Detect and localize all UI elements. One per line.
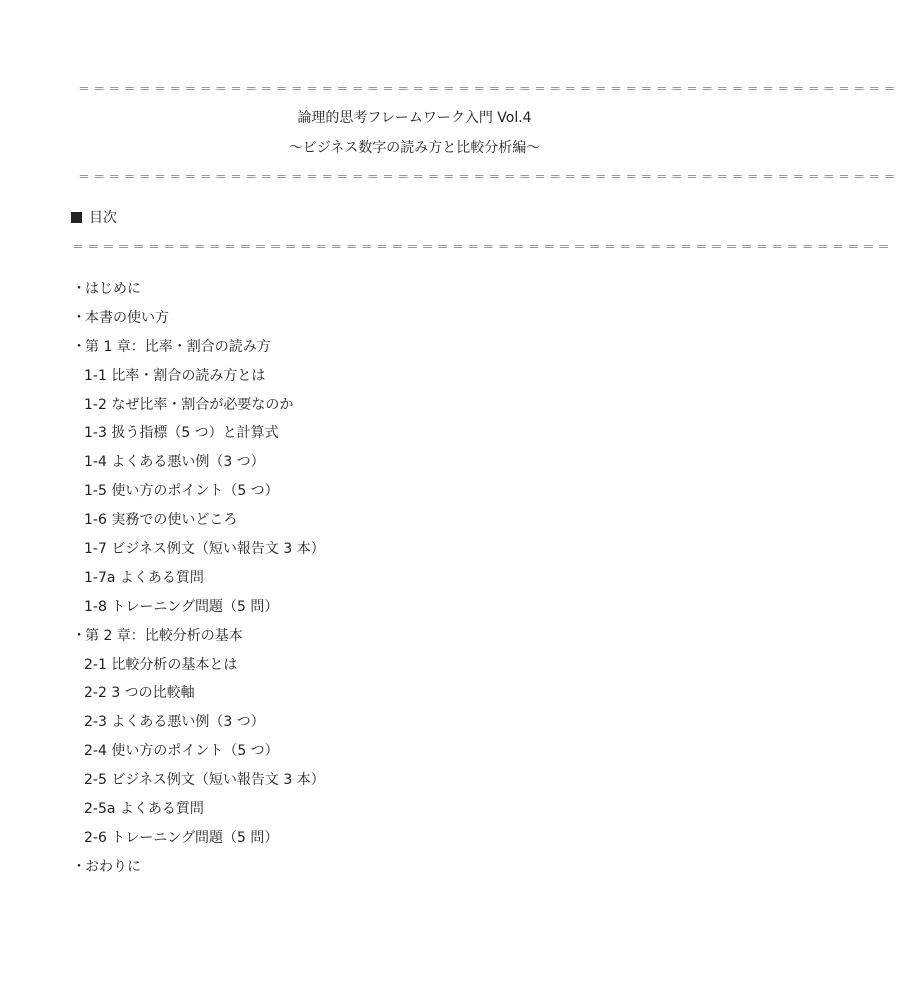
toc-subitem bbox=[72, 424, 325, 453]
toc-item-text: 第 1 章：比率・割合の読み方 bbox=[85, 338, 271, 355]
toc-subitem bbox=[72, 656, 325, 685]
toc-bullet: ・ bbox=[72, 627, 86, 644]
toc-item-text: 1-6 実務での使いどころ bbox=[84, 512, 238, 529]
toc-item-text: 1-1 比率・割合の読み方とは bbox=[84, 367, 266, 384]
toc-item-text: 1-4 よくある悪い例（3 つ） bbox=[84, 454, 265, 471]
toc-bullet: ・ bbox=[72, 338, 86, 355]
toc-subitem bbox=[72, 800, 325, 829]
toc-item-text: はじめに bbox=[85, 281, 141, 297]
toc-item-text: 2-1 比較分析の基本とは bbox=[84, 656, 238, 673]
toc-item-text: 1-3 扱う指標（5 つ）と計算式 bbox=[84, 425, 279, 442]
black-square-icon bbox=[71, 212, 82, 223]
toc-item-text: 1-2 なぜ比率・割合が必要なのか bbox=[84, 396, 294, 413]
bottom-divider: ＝＝＝＝＝＝＝＝＝＝＝＝＝＝＝＝＝＝＝＝＝＝＝＝＝＝＝＝＝＝＝＝＝＝＝＝＝＝＝＝＝＝＝＝＝＝＝＝＝＝＝＝＝＝ bbox=[78, 170, 899, 184]
toc-bullet: ・ bbox=[72, 309, 86, 326]
toc-item-text: 2-5a よくある質問 bbox=[84, 801, 204, 818]
toc-item-text: 2-4 使い方のポイント（5 つ） bbox=[84, 743, 279, 760]
toc-heading-label: 目次 bbox=[89, 210, 117, 226]
toc-divider: ＝＝＝＝＝＝＝＝＝＝＝＝＝＝＝＝＝＝＝＝＝＝＝＝＝＝＝＝＝＝＝＝＝＝＝＝＝＝＝＝＝＝＝＝＝＝＝＝＝＝＝＝＝＝ bbox=[72, 240, 893, 254]
toc-item-text: 1-5 使い方のポイント（5 つ） bbox=[84, 483, 279, 500]
toc-item-text: 2-2 3 つの比較軸 bbox=[84, 685, 195, 702]
toc-subitem bbox=[72, 684, 325, 713]
toc-subitem bbox=[72, 713, 325, 742]
toc-item bbox=[72, 627, 325, 656]
toc-item bbox=[72, 338, 325, 367]
toc-subitem bbox=[72, 540, 325, 569]
toc-item-text: 2-5 ビジネス例文（短い報告文 3 本） bbox=[84, 772, 325, 789]
toc-subitem bbox=[72, 511, 325, 540]
toc-item-text: 1-7 ビジネス例文（短い報告文 3 本） bbox=[84, 541, 325, 558]
toc-item-text: 2-6 トレーニング問題（5 問） bbox=[84, 829, 279, 846]
toc-item-text: 1-8 トレーニング問題（5 問） bbox=[84, 598, 279, 615]
toc-item-text: 第 2 章：比較分析の基本 bbox=[85, 627, 243, 644]
toc-subitem bbox=[72, 396, 325, 425]
toc-subitem bbox=[72, 771, 325, 800]
top-divider: ＝＝＝＝＝＝＝＝＝＝＝＝＝＝＝＝＝＝＝＝＝＝＝＝＝＝＝＝＝＝＝＝＝＝＝＝＝＝＝＝＝＝＝＝＝＝＝＝＝＝＝＝＝＝ bbox=[78, 82, 899, 96]
toc-item-text: 1-7a よくある質問 bbox=[84, 569, 204, 586]
document-subtitle: ～ビジネス数字の読み方と比較分析編～ bbox=[288, 140, 541, 156]
toc-subitem bbox=[72, 829, 325, 858]
toc-subitem bbox=[72, 742, 325, 771]
toc-bullet: ・ bbox=[72, 281, 86, 297]
toc-item-text: 2-3 よくある悪い例（3 つ） bbox=[84, 714, 265, 731]
toc-heading bbox=[71, 209, 117, 227]
toc-subitem bbox=[72, 569, 325, 598]
toc-item bbox=[72, 280, 325, 309]
toc-bullet: ・ bbox=[72, 858, 86, 875]
toc-subitem bbox=[72, 598, 325, 627]
toc-item-text: 本書の使い方 bbox=[85, 309, 169, 326]
toc-subitem bbox=[72, 367, 325, 396]
document-title: 論理的思考フレームワーク入門 Vol.4 bbox=[297, 110, 532, 126]
toc-list bbox=[72, 280, 325, 887]
toc-subitem bbox=[72, 482, 325, 511]
toc-item-text: おわりに bbox=[85, 858, 141, 875]
toc-item bbox=[72, 309, 325, 338]
toc-subitem bbox=[72, 453, 325, 482]
toc-item bbox=[72, 858, 325, 887]
